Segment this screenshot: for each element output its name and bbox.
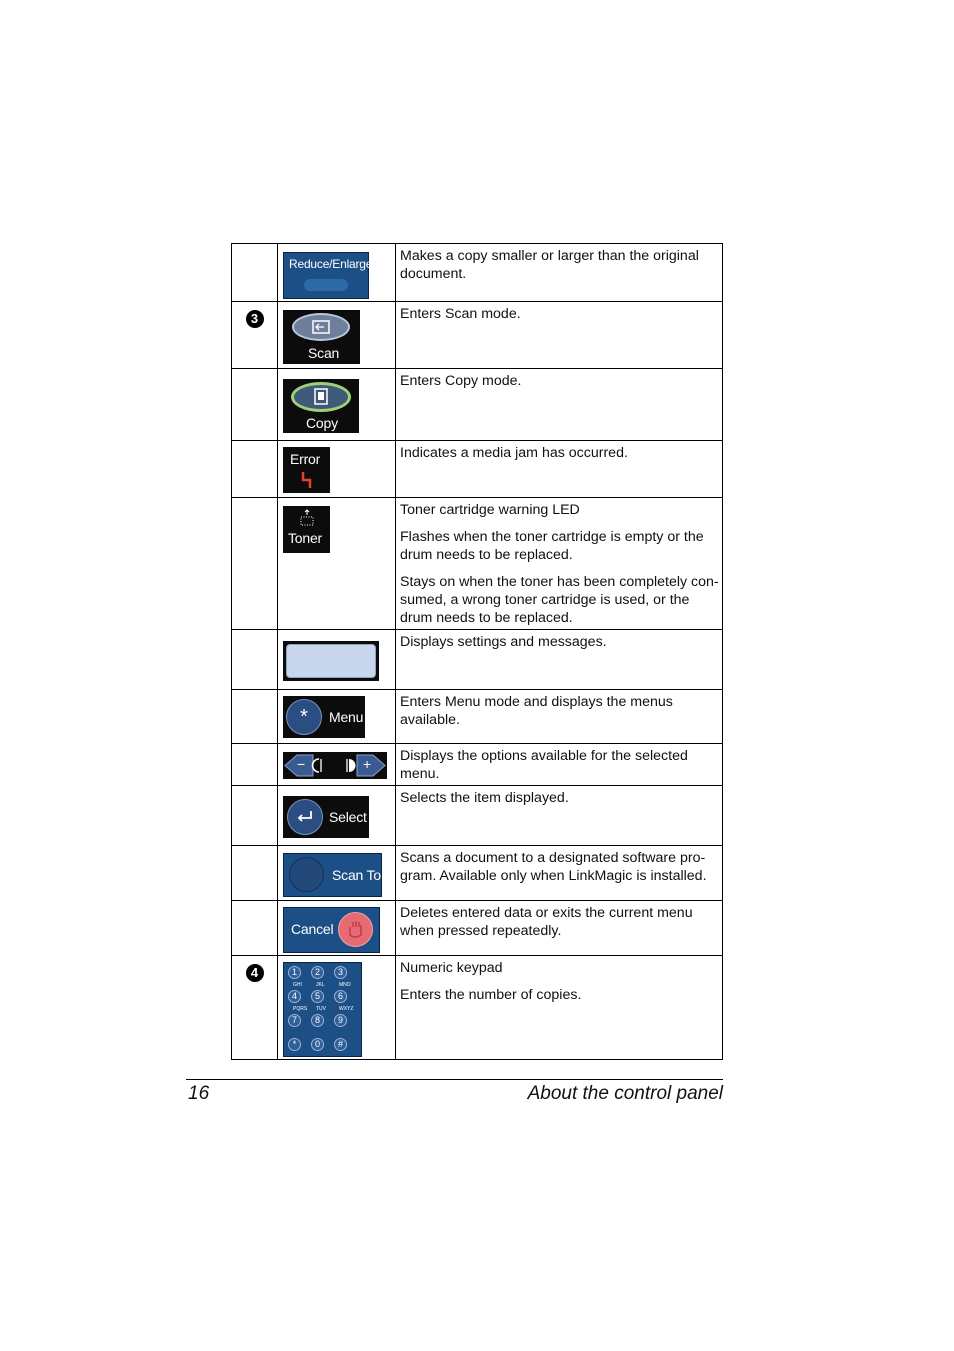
description-cell — [396, 690, 723, 744]
keypad-key: 8 — [311, 1014, 324, 1027]
keypad-letters: ABC — [316, 958, 327, 964]
scan-glyph-icon — [294, 315, 348, 339]
cancel-button-image — [283, 907, 380, 953]
button-image-cell — [278, 901, 396, 956]
keypad-letters: DEF — [339, 958, 349, 964]
button-label: Copy — [306, 415, 338, 431]
button-label: Scan — [308, 345, 340, 361]
scan-to-button-image — [283, 853, 382, 897]
error-jam-icon — [300, 471, 314, 489]
description-cell — [396, 498, 723, 630]
cancel-stop-icon — [338, 912, 373, 947]
keypad-key: 2 — [311, 966, 324, 979]
table-row — [232, 901, 723, 956]
button-label: Cancel — [291, 921, 334, 937]
left-right-arrow-buttons-image — [283, 752, 387, 779]
keypad-key: 7 — [288, 1014, 301, 1027]
description-text: Scans a document to a designated software pro-gram. Available only when LinkMagic is installed. — [400, 850, 707, 884]
description-text: Enters Copy mode. — [400, 373, 522, 389]
select-enter-icon — [287, 799, 323, 835]
description-text: Selects the item displayed. — [400, 790, 569, 806]
numeric-keypad-image — [283, 958, 362, 1057]
scan-button-image — [283, 310, 360, 364]
keypad-letters: GHI — [293, 982, 302, 988]
keypad-key: 0 — [311, 1038, 324, 1051]
table-row — [232, 630, 723, 690]
keypad-grid — [284, 958, 361, 1056]
marker-cell — [232, 498, 278, 630]
table-row — [232, 302, 723, 369]
scan-to-button-circle — [289, 857, 324, 892]
button-label: Reduce/Enlarge — [289, 257, 373, 271]
button-image-cell — [278, 498, 396, 630]
keypad-letters: JKL — [316, 982, 325, 988]
button-image-cell — [278, 441, 396, 498]
description-cell — [396, 786, 723, 846]
copy-icon — [291, 382, 351, 412]
keypad-letters: TUV — [316, 1006, 326, 1012]
description-text: Indicates a media jam has occurred. — [400, 445, 628, 461]
minus-label: − — [297, 756, 305, 772]
marker-cell — [232, 744, 278, 786]
button-label: Toner — [288, 530, 323, 546]
description-cell — [396, 244, 723, 302]
button-label: Menu — [329, 709, 364, 725]
description-text: Deletes entered data or exits the current menu when pressed repeatedly. — [400, 905, 693, 939]
button-image-cell — [278, 302, 396, 369]
button-image-cell — [278, 244, 396, 302]
keypad-key: * — [288, 1038, 301, 1051]
section-marker: 3 — [246, 310, 264, 328]
description-cell — [396, 956, 723, 1060]
section-marker: 4 — [246, 964, 264, 982]
keypad-key: 9 — [334, 1014, 347, 1027]
table-row — [232, 690, 723, 744]
button-label: Scan To — [332, 867, 381, 883]
description-cell — [396, 369, 723, 441]
description-text: Makes a copy smaller or larger than the original document. — [400, 248, 699, 282]
keypad-key: 6 — [334, 990, 347, 1003]
description-text: Enters Scan mode. — [400, 306, 521, 322]
scan-icon — [292, 313, 350, 341]
table-row — [232, 441, 723, 498]
keypad-key: 3 — [334, 966, 347, 979]
table-row — [232, 744, 723, 786]
marker-cell — [232, 441, 278, 498]
keypad-key: # — [334, 1038, 347, 1051]
marker-cell — [232, 956, 278, 1060]
table-row — [232, 846, 723, 901]
marker-cell — [232, 369, 278, 441]
lcd-display-image — [283, 641, 379, 681]
description-cell — [396, 441, 723, 498]
description-cell — [396, 302, 723, 369]
table-row — [232, 956, 723, 1060]
section-title: About the control panel — [527, 1083, 723, 1104]
copy-button-image — [283, 379, 359, 433]
footer-rule — [186, 1079, 723, 1080]
description-text: Toner cartridge warning LED — [400, 502, 580, 518]
marker-cell — [232, 786, 278, 846]
select-button-image — [283, 796, 369, 838]
description-cell — [396, 901, 723, 956]
description-cell — [396, 846, 723, 901]
description-text: Enters Menu mode and displays the menus available. — [400, 694, 673, 728]
keypad-key: 5 — [311, 990, 324, 1003]
button-shape — [304, 279, 348, 291]
button-label: Error — [290, 451, 321, 467]
keypad-key: 4 — [288, 990, 301, 1003]
table-row — [232, 786, 723, 846]
keypad-key: 1 — [288, 966, 301, 979]
keypad-letters: MNO — [339, 982, 351, 988]
menu-star-icon: * — [286, 699, 322, 735]
toner-icon — [297, 509, 317, 527]
error-indicator-image — [283, 447, 330, 493]
button-image-cell — [278, 786, 396, 846]
table-row — [232, 244, 723, 302]
control-panel-table — [231, 243, 723, 1060]
description-cell — [396, 630, 723, 690]
keypad-letters: WXYZ — [339, 1006, 354, 1012]
description-text: Displays the options available for the selected menu. — [400, 748, 688, 782]
table-row — [232, 369, 723, 441]
marker-cell — [232, 630, 278, 690]
toner-indicator-image — [283, 506, 330, 553]
menu-button-image — [283, 696, 365, 738]
button-image-cell — [278, 630, 396, 690]
marker-cell — [232, 846, 278, 901]
lcd-screen — [286, 644, 376, 678]
copy-glyph-icon — [294, 385, 348, 409]
plus-label: + — [363, 756, 371, 772]
description-text: Stays on when the toner has been completely con-sumed, a wrong toner cartridge is used, or the drum needs to be replaced. — [400, 574, 719, 626]
button-image-cell — [278, 369, 396, 441]
marker-cell — [232, 302, 278, 369]
description-text: Displays settings and messages. — [400, 634, 607, 650]
table-row — [232, 498, 723, 630]
button-label: Select — [329, 809, 367, 825]
marker-cell — [232, 690, 278, 744]
button-image-cell — [278, 744, 396, 786]
description-text: Enters the number of copies. — [400, 987, 582, 1003]
page-number: 16 — [188, 1083, 210, 1104]
description-cell — [396, 744, 723, 786]
keypad-letters: PQRS — [293, 1006, 308, 1012]
button-image-cell — [278, 846, 396, 901]
button-image-cell — [278, 690, 396, 744]
description-text: Flashes when the toner cartridge is empty or the drum needs to be replaced. — [400, 529, 704, 563]
description-text: Numeric keypad — [400, 960, 503, 976]
marker-cell — [232, 901, 278, 956]
button-image-cell — [278, 956, 396, 1060]
reduce-enlarge-button-image — [283, 252, 373, 299]
marker-cell — [232, 244, 278, 302]
